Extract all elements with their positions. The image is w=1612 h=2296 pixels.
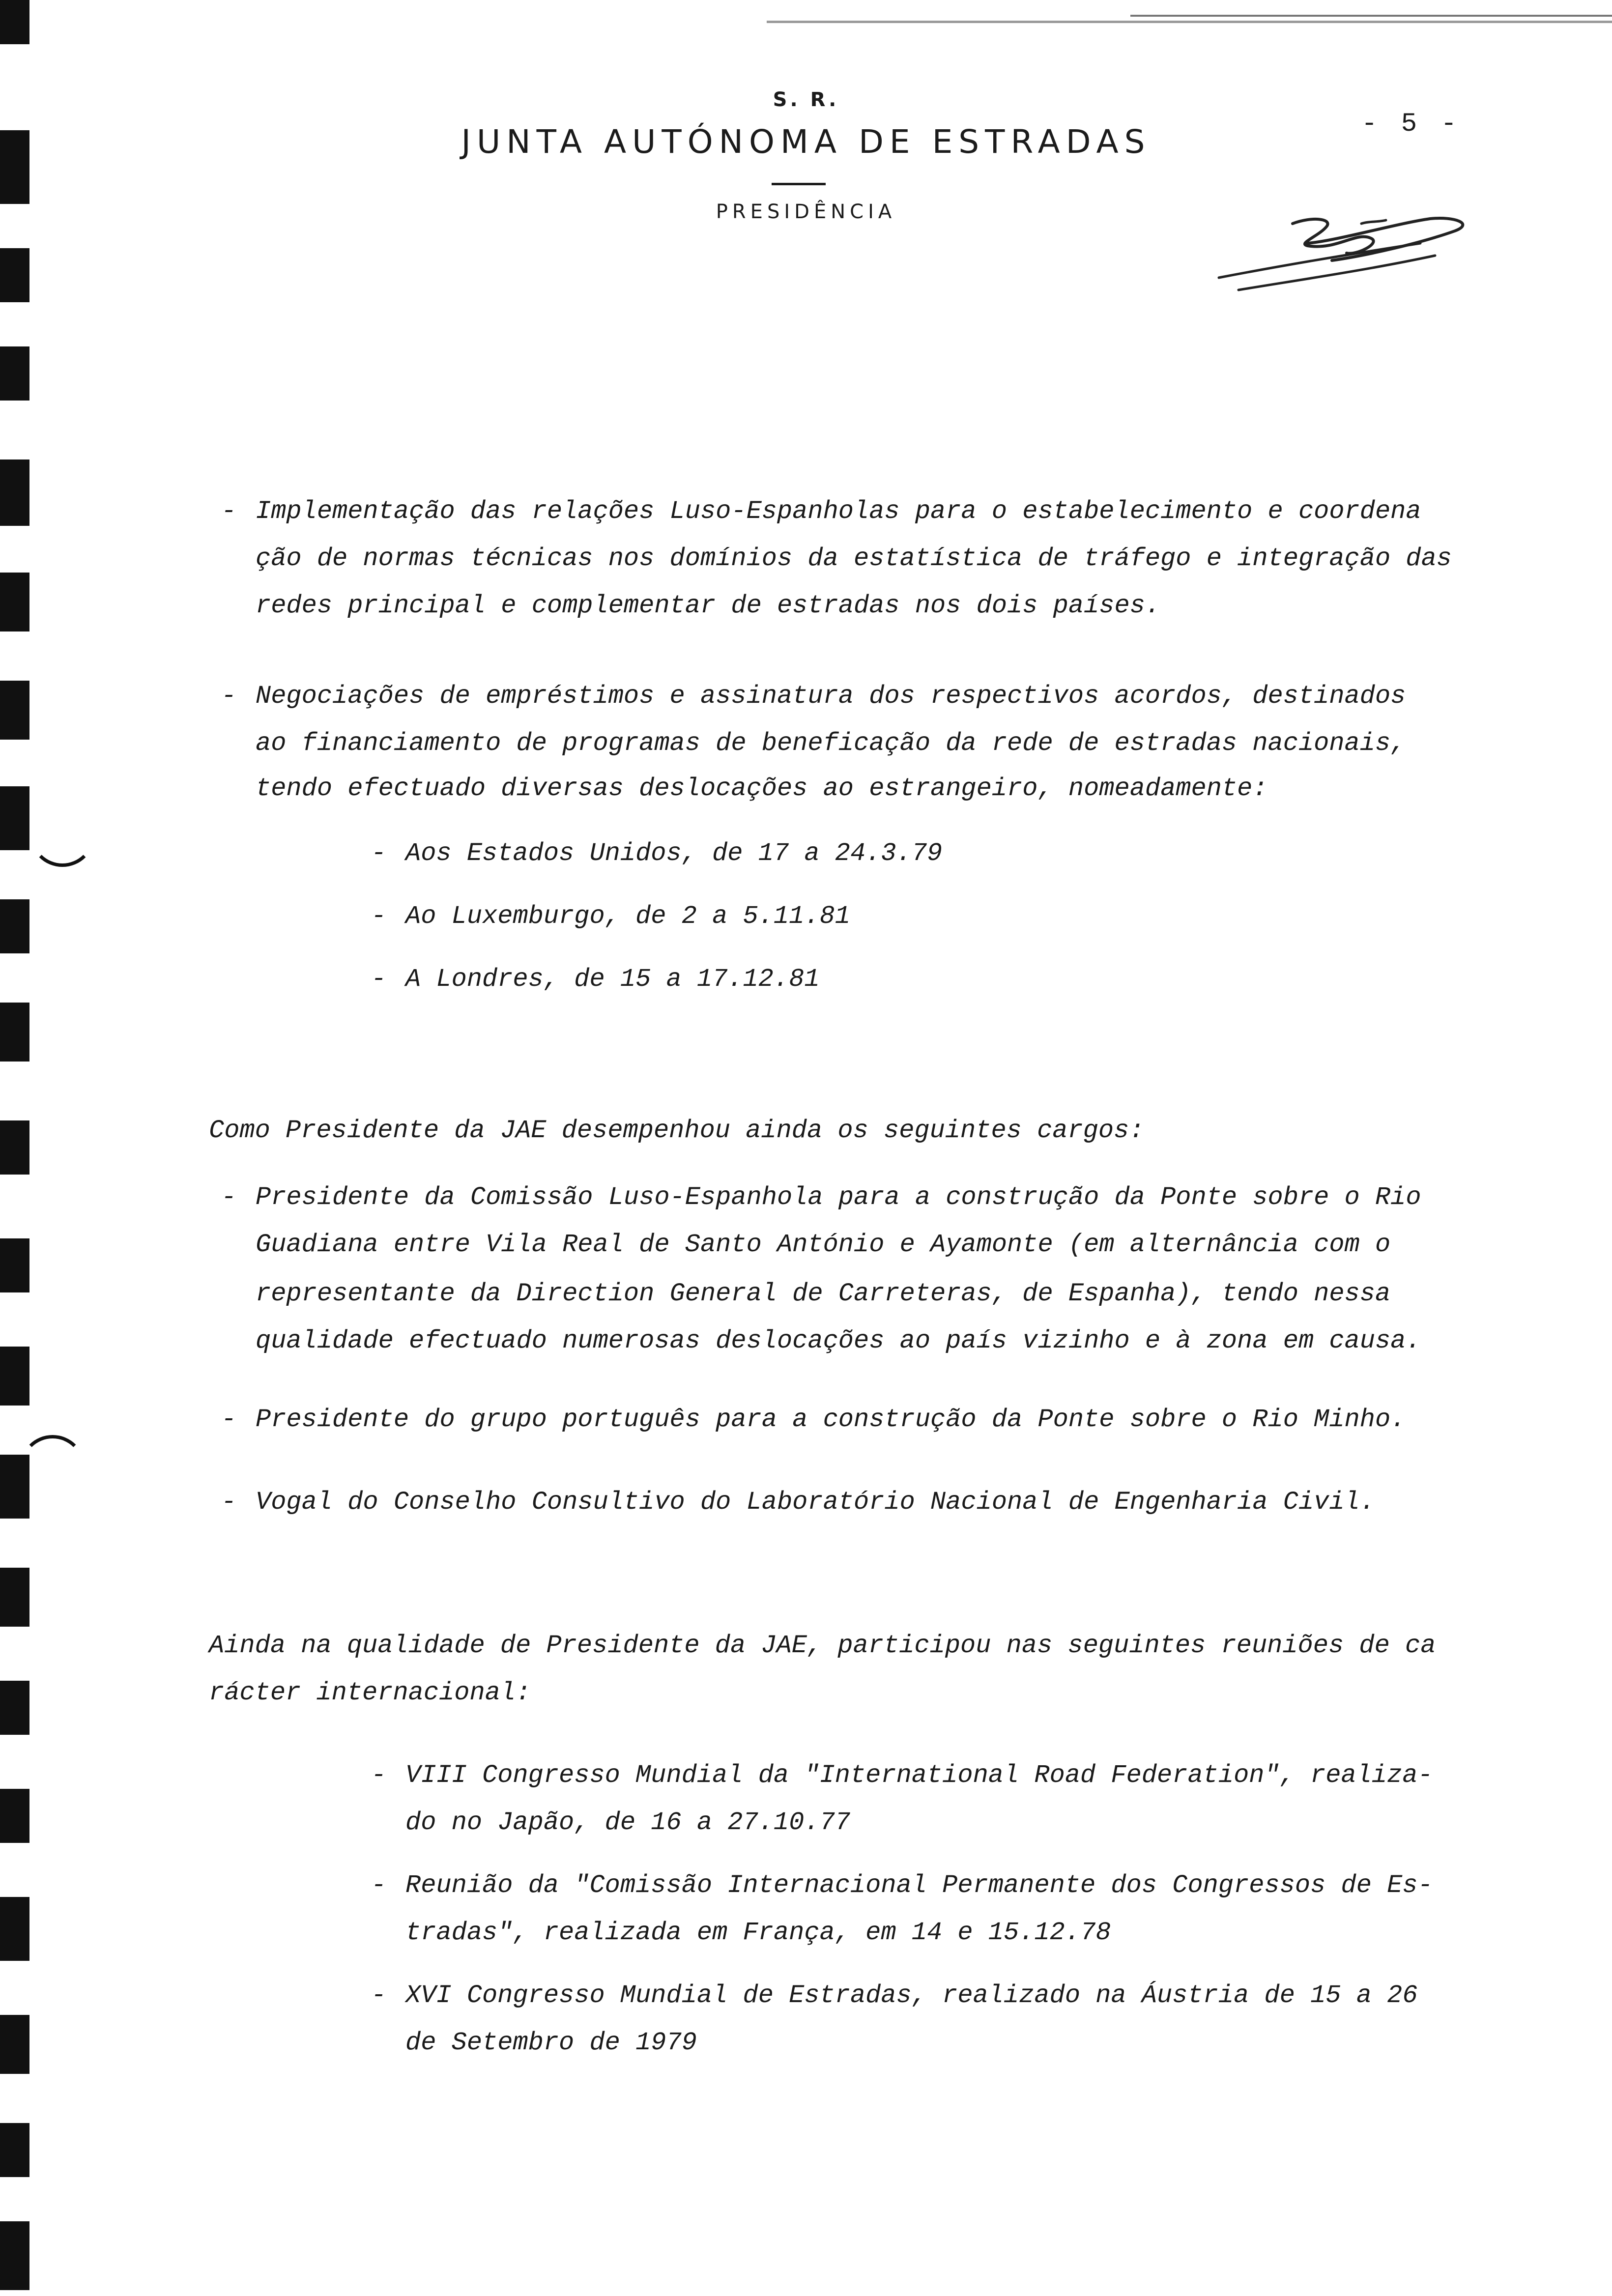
item-line: Guadiana entre Vila Real de Santo António e Ayamonte (em alternância com o <box>256 1230 1391 1259</box>
binding-hole <box>0 1003 29 1062</box>
letterhead-sr: S. R. <box>773 88 839 111</box>
bullet-dash: - <box>371 839 387 868</box>
letterhead-rule <box>772 183 826 185</box>
item-line: redes principal e complementar de estradas nos dois países. <box>256 591 1161 620</box>
item-line: tradas", realizada em França, em 14 e 15.12.78 <box>405 1918 1111 1947</box>
bullet-dash: - <box>371 965 387 994</box>
binding-hole <box>0 2015 29 2074</box>
binding-hole <box>0 0 29 44</box>
binding-hole <box>0 899 29 953</box>
bullet-dash: - <box>371 902 387 931</box>
item-line: VIII Congresso Mundial da "International Road Federation", realiza- <box>405 1761 1433 1790</box>
binding-hole <box>0 573 29 631</box>
item-line: Implementação das relações Luso-Espanholas para o estabelecimento e coordena <box>256 497 1421 526</box>
page-curl <box>29 806 95 867</box>
trip-line: A Londres, de 15 a 17.12.81 <box>405 965 820 994</box>
binding-hole <box>0 346 29 401</box>
item-line: ao financiamento de programas de beneficação da rede de estradas nacionais, <box>256 729 1406 758</box>
item-line: ção de normas técnicas nos domínios da estatística de tráfego e integração das <box>256 544 1452 573</box>
item-line: Presidente da Comissão Luso-Espanhola para a construção da Ponte sobre o Rio <box>256 1183 1421 1212</box>
letterhead-title: JUNTA AUTÓNOMA DE ESTRADAS <box>461 123 1151 161</box>
bullet-dash: - <box>221 1183 237 1212</box>
item-line: qualidade efectuado numerosas deslocações ao país vizinho e à zona em causa. <box>256 1326 1421 1355</box>
binding-hole <box>0 1568 29 1627</box>
trip-line: Ao Luxemburgo, de 2 a 5.11.81 <box>405 902 850 931</box>
page-number: - 5 - <box>1361 109 1461 139</box>
binding-hole <box>0 248 29 302</box>
signature-mark <box>1209 197 1484 305</box>
item-line: do no Japão, de 16 a 27.10.77 <box>405 1808 850 1837</box>
trip-line: Aos Estados Unidos, de 17 a 24.3.79 <box>405 839 943 868</box>
binding-hole <box>0 2123 29 2177</box>
binding-hole <box>0 1897 29 1961</box>
binding-hole <box>0 1120 29 1175</box>
binding-hole <box>0 1347 29 1406</box>
item-line: de Setembro de 1979 <box>405 2028 697 2057</box>
paragraph-intro: Ainda na qualidade de Presidente da JAE, participou nas seguintes reuniões de ca <box>209 1631 1436 1660</box>
page-curl <box>20 1435 86 1496</box>
item-line: Vogal do Conselho Consultivo do Laboratório Nacional de Engenharia Civil. <box>256 1488 1375 1517</box>
binding-hole <box>0 681 29 740</box>
item-line: Reunião da "Comissão Internacional Permanente dos Congressos de Es- <box>405 1871 1433 1900</box>
binding-hole <box>0 786 29 850</box>
paragraph-intro: Como Presidente da JAE desempenhou ainda os seguintes cargos: <box>209 1116 1145 1145</box>
paragraph-intro: rácter internacional: <box>209 1678 531 1707</box>
scan-line <box>767 21 1612 23</box>
binding-hole <box>0 1238 29 1292</box>
bullet-dash: - <box>221 497 237 526</box>
binding-hole <box>0 130 29 204</box>
binding-hole <box>0 1681 29 1735</box>
binding-hole <box>0 2221 29 2290</box>
item-line: tendo efectuado diversas deslocações ao estrangeiro, nomeadamente: <box>256 774 1268 803</box>
bullet-dash: - <box>371 1761 387 1790</box>
item-line: representante da Direction General de Carreteras, de Espanha), tendo nessa <box>256 1279 1391 1308</box>
bullet-dash: - <box>221 1488 237 1517</box>
bullet-dash: - <box>371 1981 387 2010</box>
item-line: Negociações de empréstimos e assinatura dos respectivos acordos, destinados <box>256 682 1406 711</box>
item-line: Presidente do grupo português para a construção da Ponte sobre o Rio Minho. <box>256 1405 1406 1434</box>
letterhead-subtitle: PRESIDÊNCIA <box>716 201 896 223</box>
scan-line <box>1130 15 1612 17</box>
bullet-dash: - <box>221 1405 237 1434</box>
item-line: XVI Congresso Mundial de Estradas, realizado na Áustria de 15 a 26 <box>405 1981 1418 2010</box>
binding-hole <box>0 459 29 526</box>
bullet-dash: - <box>371 1871 387 1900</box>
bullet-dash: - <box>221 682 237 711</box>
binding-hole <box>0 1789 29 1843</box>
